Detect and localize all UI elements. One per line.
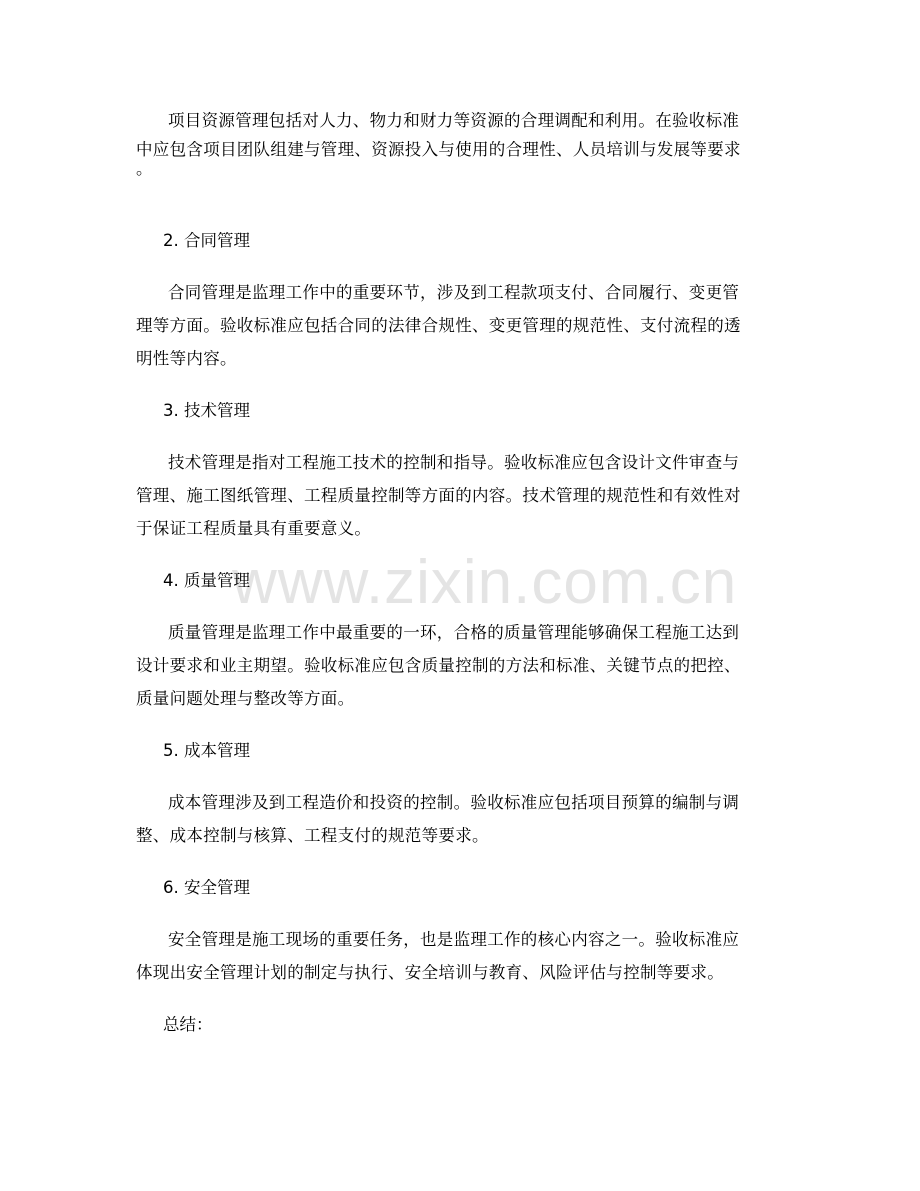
section-heading-contract: 2. 合同管理: [163, 231, 250, 250]
intro-line-3: 。: [136, 159, 153, 178]
section-heading-quality: 4. 质量管理: [163, 571, 250, 590]
technical-line-2: 管理、施工图纸管理、工程质量控制等方面的内容。技术管理的规范性和有效性对: [136, 486, 741, 505]
contract-line-3: 明性等内容。: [136, 349, 237, 368]
safety-line-1: 安全管理是施工现场的重要任务，也是监理工作的核心内容之一。验收标准应: [168, 930, 740, 949]
cost-line-1: 成本管理涉及到工程造价和投资的控制。验收标准应包括项目预算的编制与调: [168, 793, 740, 812]
technical-line-1: 技术管理是指对工程施工技术的控制和指导。验收标准应包含设计文件审查与: [168, 453, 740, 472]
intro-line-1: 项目资源管理包括对人力、物力和财力等资源的合理调配和利用。在验收标准: [168, 111, 740, 130]
section-heading-safety: 6. 安全管理: [163, 878, 250, 897]
contract-line-2: 理等方面。验收标准应包括合同的法律合规性、变更管理的规范性、支付流程的透: [136, 316, 741, 335]
technical-line-3: 于保证工程质量具有重要意义。: [136, 519, 372, 538]
watermark: www.zixin.com.cn: [232, 548, 738, 617]
quality-line-1: 质量管理是监理工作中最重要的一环，合格的质量管理能够确保工程施工达到: [168, 623, 740, 642]
safety-line-2: 体现出安全管理计划的制定与执行、安全培训与教育、风险评估与控制等要求。: [136, 963, 724, 982]
cost-line-2: 整、成本控制与核算、工程支付的规范等要求。: [136, 826, 489, 845]
quality-line-2: 设计要求和业主期望。验收标准应包含质量控制的方法和标准、关键节点的把控、: [136, 656, 741, 675]
intro-line-2: 中应包含项目团队组建与管理、资源投入与使用的合理性、人员培训与发展等要求: [136, 140, 741, 159]
section-heading-summary: 总结：: [163, 1015, 213, 1034]
section-heading-cost: 5. 成本管理: [163, 741, 250, 760]
quality-line-3: 质量问题处理与整改等方面。: [136, 689, 355, 708]
contract-line-1: 合同管理是监理工作中的重要环节，涉及到工程款项支付、合同履行、变更管: [168, 283, 740, 302]
section-heading-technical: 3. 技术管理: [163, 401, 250, 420]
